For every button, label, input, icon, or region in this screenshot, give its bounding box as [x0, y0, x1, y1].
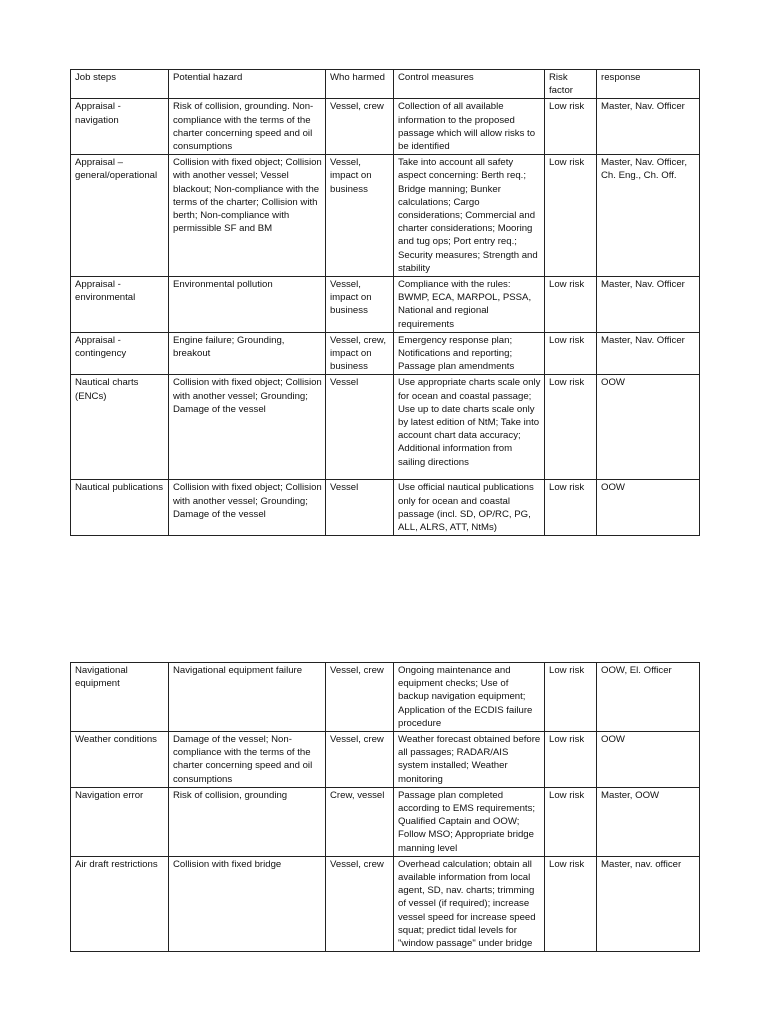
header-job-steps: Job steps: [71, 70, 169, 99]
response-cell: Master, nav. officer: [597, 856, 700, 951]
response-cell: OOW: [597, 375, 700, 480]
table-row: [71, 480, 700, 536]
risk-assessment-table-2: [70, 662, 700, 952]
table-row: [71, 155, 700, 277]
header-potential-hazard: Potential hazard: [169, 70, 326, 99]
control-measures-cell: Overhead calculation; obtain all available information from local agent, SD, nav. charts; trimming of vessel (if required); increase vessel speed for increase speed squat; predict tidal levels for "window passage" under bridge: [394, 856, 545, 951]
table-2-body: [71, 663, 700, 952]
control-measures-cell: Ongoing maintenance and equipment checks; Use of backup navigation equipment; Application of the ECDIS failure procedure: [394, 663, 545, 732]
who-harmed-cell: Vessel, crew: [326, 663, 394, 732]
who-harmed-cell: Vessel: [326, 480, 394, 536]
hazard-cell: Engine failure; Grounding, breakout: [169, 332, 326, 375]
header-response: response: [597, 70, 700, 99]
who-harmed-cell: Crew, vessel: [326, 787, 394, 856]
who-harmed-cell: Vessel, crew, impact on business: [326, 332, 394, 375]
hazard-cell: Collision with fixed bridge: [169, 856, 326, 951]
hazard-cell: Environmental pollution: [169, 277, 326, 333]
risk-factor-cell: Low risk: [545, 99, 597, 155]
job-step-cell: Appraisal - navigation: [71, 99, 169, 155]
response-cell: Master, OOW: [597, 787, 700, 856]
risk-factor-cell: Low risk: [545, 480, 597, 536]
table-row: [71, 375, 700, 480]
who-harmed-cell: Vessel, crew: [326, 856, 394, 951]
table-row: [71, 856, 700, 951]
header-control-measures: Control measures: [394, 70, 545, 99]
table-header-row: [71, 70, 700, 99]
who-harmed-cell: Vessel: [326, 375, 394, 480]
response-cell: OOW: [597, 480, 700, 536]
control-measures-cell: Use appropriate charts scale only for ocean and coastal passage; Use up to date charts scale only by latest edition of NtM; Take into account chart data accuracy; Additional information from sailing directions: [394, 375, 545, 480]
response-cell: Master, Nav. Officer: [597, 332, 700, 375]
response-cell: Master, Nav. Officer: [597, 99, 700, 155]
job-step-cell: Appraisal - contingency: [71, 332, 169, 375]
response-cell: Master, Nav. Officer: [597, 277, 700, 333]
hazard-cell: Collision with fixed object; Collision with another vessel; Grounding; Damage of the vessel: [169, 375, 326, 480]
risk-factor-cell: Low risk: [545, 732, 597, 788]
table-1-body: [71, 70, 700, 536]
hazard-cell: Collision with fixed object; Collision with another vessel; Vessel blackout; Non-compliance with the terms of the charter; Collision with berth; Non-compliance with permissible SF and BM: [169, 155, 326, 277]
job-step-cell: Weather conditions: [71, 732, 169, 788]
table-row: [71, 99, 700, 155]
table-row: [71, 663, 700, 732]
control-measures-cell: Emergency response plan; Notifications and reporting; Passage plan amendments: [394, 332, 545, 375]
job-step-cell: Air draft restrictions: [71, 856, 169, 951]
control-measures-cell: Passage plan completed according to EMS requirements; Qualified Captain and OOW; Follow MSO; Appropriate bridge manning level: [394, 787, 545, 856]
table-row: [71, 277, 700, 333]
who-harmed-cell: Vessel, impact on business: [326, 155, 394, 277]
job-step-cell: Nautical publications: [71, 480, 169, 536]
header-risk-factor: Risk factor: [545, 70, 597, 99]
job-step-cell: Navigation error: [71, 787, 169, 856]
risk-factor-cell: Low risk: [545, 277, 597, 333]
hazard-cell: Risk of collision, grounding: [169, 787, 326, 856]
control-measures-cell: Weather forecast obtained before all passages; RADAR/AIS system installed; Weather monitoring: [394, 732, 545, 788]
who-harmed-cell: Vessel, crew: [326, 732, 394, 788]
table-row: [71, 732, 700, 788]
response-cell: Master, Nav. Officer, Ch. Eng., Ch. Off.: [597, 155, 700, 277]
job-step-cell: Appraisal - environmental: [71, 277, 169, 333]
response-cell: OOW, El. Officer: [597, 663, 700, 732]
hazard-cell: Risk of collision, grounding. Non-compliance with the terms of the charter concerning speed and oil consumptions: [169, 99, 326, 155]
control-measures-cell: Compliance with the rules: BWMP, ECA, MARPOL, PSSA, National and regional requirements: [394, 277, 545, 333]
control-measures-cell: Take into account all safety aspect concerning: Berth req.; Bridge manning; Bunker calculations; Cargo considerations; Commercial and charter considerations; Mooring and tug ops; Port entry req.; Security measures; Strength and stability: [394, 155, 545, 277]
risk-assessment-table-1: [70, 69, 700, 536]
hazard-cell: Damage of the vessel; Non-compliance with the terms of the charter concerning speed and oil consumptions: [169, 732, 326, 788]
who-harmed-cell: Vessel, impact on business: [326, 277, 394, 333]
header-who-harmed: Who harmed: [326, 70, 394, 99]
response-cell: OOW: [597, 732, 700, 788]
control-measures-cell: Use official nautical publications only for ocean and coastal passage (incl. SD, OP/RC, PG, ALL, ALRS, ATT, NtMs): [394, 480, 545, 536]
risk-factor-cell: Low risk: [545, 155, 597, 277]
job-step-cell: Appraisal – general/operational: [71, 155, 169, 277]
risk-factor-cell: Low risk: [545, 375, 597, 480]
risk-factor-cell: Low risk: [545, 856, 597, 951]
hazard-cell: Collision with fixed object; Collision with another vessel; Grounding; Damage of the vessel: [169, 480, 326, 536]
control-measures-cell: Collection of all available information to the proposed passage which will allow risks to be identified: [394, 99, 545, 155]
hazard-cell: Navigational equipment failure: [169, 663, 326, 732]
table-row: [71, 787, 700, 856]
risk-factor-cell: Low risk: [545, 332, 597, 375]
risk-factor-cell: Low risk: [545, 787, 597, 856]
risk-factor-cell: Low risk: [545, 663, 597, 732]
job-step-cell: Nautical charts (ENCs): [71, 375, 169, 480]
who-harmed-cell: Vessel, crew: [326, 99, 394, 155]
table-row: [71, 332, 700, 375]
job-step-cell: Navigational equipment: [71, 663, 169, 732]
